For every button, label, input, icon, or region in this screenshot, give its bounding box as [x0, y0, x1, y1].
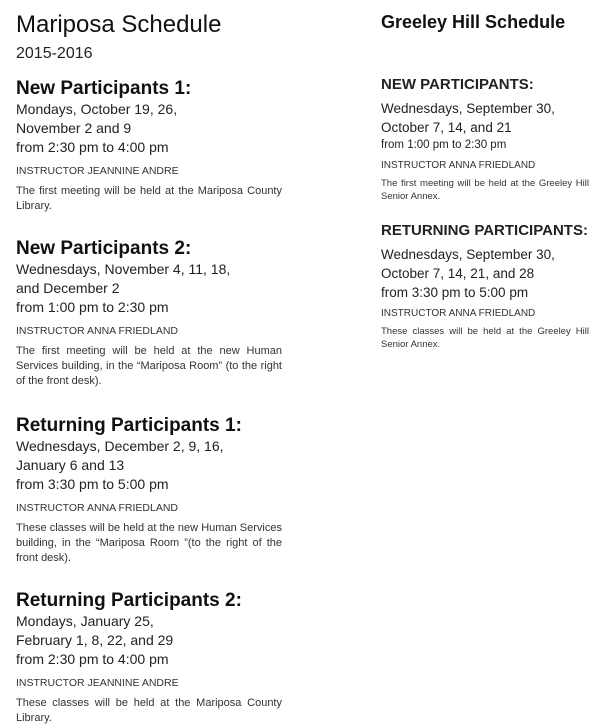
section-time: from 3:30 pm to 5:00 pm [16, 476, 169, 492]
section-note: These classes will be held at the Greeley Hill Senior Annex. [381, 326, 589, 350]
mariposa-column [16, 10, 282, 726]
mariposa-section-new-1 [16, 78, 282, 214]
section-instructor: INSTRUCTOR ANNA FRIEDLAND [381, 160, 536, 171]
greeley-section-new [381, 75, 589, 203]
section-dates [16, 437, 282, 475]
section-instructor: INSTRUCTOR ANNA FRIEDLAND [16, 325, 178, 337]
mariposa-section-returning-2 [16, 590, 282, 726]
greeley-column [381, 10, 589, 351]
date-line: Mondays, January 25, [16, 613, 154, 629]
section-time: from 1:00 pm to 2:30 pm [16, 299, 169, 315]
date-line: Wednesdays, September 30, [381, 101, 555, 116]
section-note: The first meeting will be held at the Greeley Hill Senior Annex. [381, 178, 589, 202]
section-dates [16, 260, 282, 298]
section-note: The first meeting will be held at the Mariposa County Library. [16, 185, 282, 212]
section-heading: New Participants 1: [16, 78, 192, 99]
date-line: Wednesdays, December 2, 9, 16, [16, 438, 224, 454]
date-line: and December 2 [16, 280, 120, 296]
date-line: Wednesdays, November 4, 11, 18, [16, 261, 231, 277]
date-line: October 7, 14, and 21 [381, 120, 512, 135]
date-line: February 1, 8, 22, and 29 [16, 632, 174, 648]
section-dates [381, 245, 589, 283]
date-line: January 6 and 13 [16, 457, 125, 473]
section-heading: New Participants 2: [16, 238, 192, 259]
section-note: The first meeting will be held at the new Human Services building, in the “Mariposa Room” (to the right of the front desk). [16, 345, 282, 387]
section-heading: Returning Participants 2: [16, 590, 242, 611]
date-line: November 2 and 9 [16, 120, 132, 136]
mariposa-section-new-2 [16, 238, 282, 389]
section-instructor: INSTRUCTOR JEANNINE ANDRE [16, 165, 179, 177]
section-instructor: INSTRUCTOR ANNA FRIEDLAND [381, 308, 536, 319]
section-heading: NEW PARTICIPANTS: [381, 76, 534, 93]
section-time: from 2:30 pm to 4:00 pm [16, 139, 169, 155]
section-time: from 1:00 pm to 2:30 pm [381, 139, 507, 151]
mariposa-section-returning-1 [16, 415, 282, 566]
section-heading: Returning Participants 1: [16, 415, 242, 436]
section-instructor: INSTRUCTOR JEANNINE ANDRE [16, 677, 179, 689]
section-note: These classes will be held at the Mariposa County Library. [16, 697, 282, 724]
greeley-title: Greeley Hill Schedule [381, 12, 566, 32]
section-dates [16, 612, 282, 650]
section-heading: RETURNING PARTICIPANTS: [381, 222, 588, 239]
section-instructor: INSTRUCTOR ANNA FRIEDLAND [16, 502, 178, 514]
date-line: Mondays, October 19, 26, [16, 101, 178, 117]
section-note: These classes will be held at the new Human Services building, in the “Mariposa Room ”(to the right of the front desk). [16, 522, 282, 564]
greeley-section-returning [381, 221, 589, 351]
section-dates [16, 100, 282, 138]
section-time: from 2:30 pm to 4:00 pm [16, 651, 169, 667]
school-year: 2015-2016 [16, 45, 93, 62]
section-dates [381, 99, 589, 137]
section-time: from 3:30 pm to 5:00 pm [381, 285, 529, 300]
mariposa-title: Mariposa Schedule [16, 11, 222, 38]
date-line: Wednesdays, September 30, [381, 247, 555, 262]
date-line: October 7, 14, 21, and 28 [381, 266, 535, 281]
